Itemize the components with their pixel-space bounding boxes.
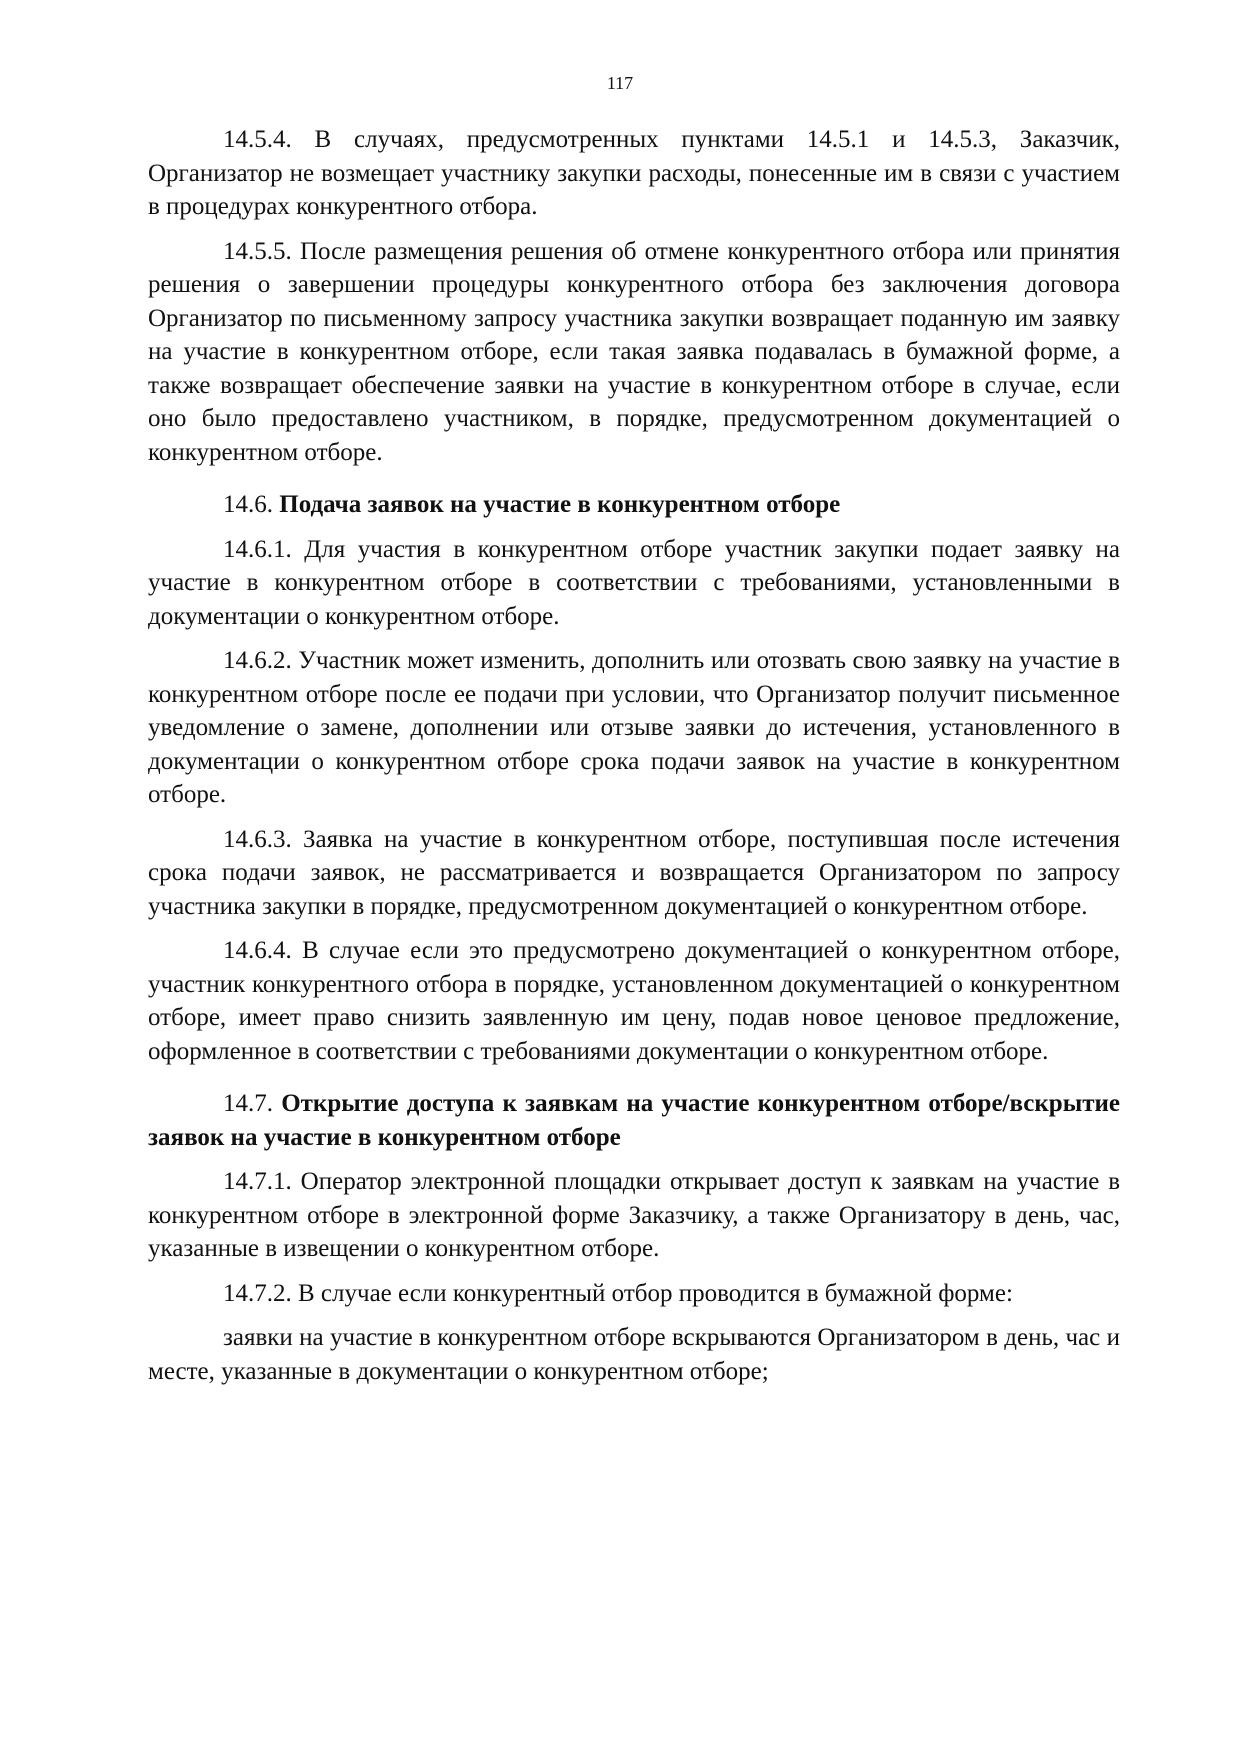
section-title: Подача заявок на участие в конкурентном отборе — [279, 491, 841, 518]
clause-text: В случае если это предусмотрено документацией о конкурентном отборе, участник конкурентного отбора в порядке, установленном документацией о конкурентном отборе, имеет право снизить заявленную им цену, подав новое ценовое предложение, оформленное в соответствии с требованиями документации о конкурентном отборе. — [148, 937, 1120, 1065]
paragraph-14-5-4 — [148, 123, 1120, 224]
paragraph-14-7-2-item — [148, 1321, 1120, 1388]
clause-number: 14.6.4. — [223, 937, 292, 964]
clause-text: После размещения решения об отмене конкурентного отбора или принятия решения о завершении процедуры конкурентного отбора без заключения договора Организатор по письменному запросу участника закупки возвращает поданную им заявку на участие в конкурентном отборе, если такая заявка подавалась в бумажной форме, а также возвращает обеспечение заявки на участие в конкурентном отборе в случае, если оно было предоставлено участником, в порядке, предусмотренном документацией о конкурентном отборе. — [148, 237, 1120, 466]
section-number: 14.6. — [223, 491, 273, 518]
clause-number: 14.6.2. — [223, 647, 292, 674]
clause-number: 14.5.4. — [223, 126, 292, 153]
page-number: 117 — [606, 73, 634, 93]
clause-number: 14.5.5. — [223, 237, 292, 265]
paragraph-14-6-3 — [148, 823, 1120, 924]
clause-text: Участник может изменить, дополнить или отозвать свою заявку на участие в конкурентном отборе после ее подачи при условии, что Организатор получит письменное уведомление о замене, дополнении или отзыве заявки до истечения, установленного в документации о конкурентном отборе срока подачи заявок на участие в конкурентном отборе. — [148, 647, 1121, 808]
document-body — [148, 123, 1120, 1388]
clause-text: В случае если конкурентный отбор проводится в бумажной форме: — [298, 1279, 1013, 1307]
paragraph-14-5-5 — [148, 235, 1120, 470]
paragraph-14-7-1 — [148, 1165, 1120, 1266]
clause-number: 14.6.3. — [223, 825, 292, 853]
paragraph-14-6-4 — [148, 934, 1120, 1068]
paragraph-14-7-2 — [148, 1277, 1120, 1311]
section-heading-14-7 — [148, 1087, 1120, 1154]
clause-text: заявки на участие в конкурентном отборе вскрываются Организатором в день, час и месте, указанные в документации о конкурентном отборе; — [148, 1324, 1120, 1385]
paragraph-14-6-2 — [148, 644, 1120, 812]
clause-text: Для участия в конкурентном отборе участник закупки подает заявку на участие в конкурентном отборе в соответствии с требованиями, установленными в документации о конкурентном отборе. — [148, 535, 1120, 630]
clause-number: 14.7.2. — [223, 1279, 292, 1307]
section-title: Открытие доступа к заявкам на участие конкурентном отборе/вскрытие заявок на участие в конкурентном отборе — [148, 1090, 1121, 1151]
clause-text: Заявка на участие в конкурентном отборе, поступившая после истечения срока подачи заявок, не рассматривается и возвращается Организатором по запросу участника закупки в порядке, предусмотренном документацией о конкурентном отборе. — [148, 825, 1120, 920]
clause-text: В случаях, предусмотренных пунктами 14.5.1 и 14.5.3, Заказчик, Организатор не возмещает участнику закупки расходы, понесенные им в связи с участием в процедурах конкурентного отбора. — [148, 126, 1121, 220]
section-heading-14-6 — [148, 488, 1120, 522]
clause-number: 14.6.1. — [223, 535, 292, 563]
section-number: 14.7. — [223, 1090, 273, 1117]
clause-text: Оператор электронной площадки открывает доступ к заявкам на участие в конкурентном отборе в электронной форме Заказчику, а также Организатору в день, час, указанные в извещении о конкурентном отборе. — [148, 1168, 1121, 1262]
clause-number: 14.7.1. — [223, 1168, 292, 1195]
paragraph-14-6-1 — [148, 533, 1120, 634]
